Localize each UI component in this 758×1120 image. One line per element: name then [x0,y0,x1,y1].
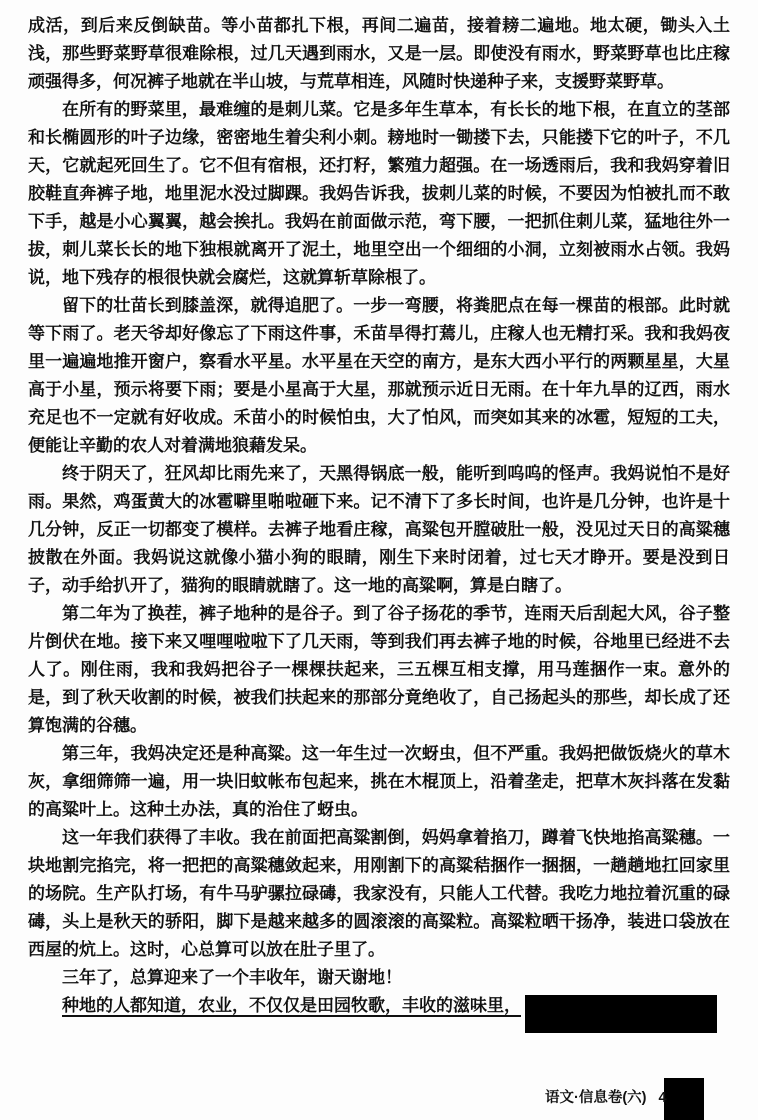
paragraph-1: 成活，到后来反倒缺苗。等小苗都扎下根，再间二遍苗，接着耪二遍地。地太硬，锄头入土浅，那些野菜野草很难除根，过几天遇到雨水，又是一层。即使没有雨水，野菜野草也比庄稼顽强得多，何况裤子地就在半山坡，与荒草相连，风随时快递种子来，支援野菜野草。 [28,16,730,91]
paragraph-9-text: 种地的人都知道，农业，不仅仅是田园牧歌，丰收的滋味里， [62,996,521,1015]
paragraph-4: 终于阴天了，狂风却比雨先来了，天黑得锅底一般，能听到呜呜的怪声。我妈说怕不是好雨。果然，鸡蛋黄大的冰雹噼里啪啦砸下来。记不清下了多长时间，也许是几分钟，也许是十几分钟，反正一切都变了模样。去裤子地看庄稼，高粱包开膛破肚一般，没见过天日的高粱穗披散在外面。我妈说这就像小猫小狗的眼睛，刚生下来时闭着，过七天才睁开。要是没到日子，动手给扒开了，猫狗的眼睛就瞎了。这一地的高粱啊，算是白瞎了。 [28,464,730,595]
paragraph-8: 三年了，总算迎来了一个丰收年，谢天谢地！ [62,968,402,987]
footer-page-number: 4 [658,1090,667,1106]
page-footer [545,1086,667,1107]
redaction-box-large [525,995,717,1033]
redaction-box-small [664,1078,704,1120]
paragraph-9 [28,992,730,1033]
paragraph-7: 这一年我们获得了丰收。我在前面把高粱割倒，妈妈拿着掐刀，蹲着飞快地掐高粱穗。一块地割完掐完，将一把把的高粱穗敛起来，用刚割下的高粱秸捆作一捆捆，一趟趟地扛回家里的场院。生产队打场，有牛马驴骡拉碌碡，我家没有，只能人工代替。我吃力地拉着沉重的碌碡，头上是秋天的骄阳，脚下是越来越多的圆滚滚的高粱粒。高粱粒晒干扬净，装进口袋放在西屋的炕上。这时，心总算可以放在肚子里了。 [28,828,730,959]
paragraph-3: 留下的壮苗长到膝盖深，就得追肥了。一步一弯腰，将粪肥点在每一棵苗的根部。此时就等下雨了。老天爷却好像忘了下雨这件事，禾苗旱得打蔫儿，庄稼人也无精打采。我和我妈夜里一遍遍地推开窗户，察看水平星。水平星在天空的南方，是东大西小平行的两颗星星，大星高于小星，预示将要下雨；要是小星高于大星，那就预示近日无雨。在十年九旱的辽西，雨水充足也不一定就有好收成。禾苗小的时候怕虫，大了怕风，而突如其来的冰雹，短短的工夫，便能让辛勤的农人对着满地狼藉发呆。 [28,296,730,455]
paragraph-5: 第二年为了换茬，裤子地种的是谷子。到了谷子扬花的季节，连雨天后刮起大风，谷子整片倒伏在地。接下来又哩哩啦啦下了几天雨，等到我们再去裤子地的时候，谷地里已经进不去人了。刚住雨，我和我妈把谷子一棵棵扶起来，三五棵互相支撑，用马莲捆作一束。意外的是，到了秋天收割的时候，被我们扶起来的那部分竟绝收了，自己扬起头的那些，却长成了还算饱满的谷穗。 [28,604,730,735]
passage-text [28,12,730,1033]
footer-label: 语文·信息卷(六) [545,1090,647,1106]
paragraph-2: 在所有的野菜里，最难缠的是刺儿菜。它是多年生草本，有长长的地下根，在直立的茎部和长椭圆形的叶子边缘，密密地生着尖利小刺。耪地时一锄搂下去，只能搂下它的叶子，不几天，它就起死回生了。它不但有宿根，还打籽，繁殖力超强。在一场透雨后，我和我妈穿着旧胶鞋直奔裤子地，地里泥水没过脚踝。我妈告诉我，拔刺儿菜的时候，不要因为怕被扎而不敢下手，越是小心翼翼，越会挨扎。我妈在前面做示范，弯下腰，一把抓住刺儿菜，猛地往外一拔，刺儿菜长长的地下独根就离开了泥土，地里空出一个细细的小洞，立刻被雨水占领。我妈说，地下残存的根很快就会腐烂，这就算斩草除根了。 [28,100,730,287]
paragraph-6: 第三年，我妈决定还是种高粱。这一年生过一次蚜虫，但不严重。我妈把做饭烧火的草木灰，拿细筛筛一遍，用一块旧蚊帐布包起来，挑在木棍顶上，沿着垄走，把草木灰抖落在发黏的高粱叶上。这种土办法，真的治住了蚜虫。 [28,744,730,819]
